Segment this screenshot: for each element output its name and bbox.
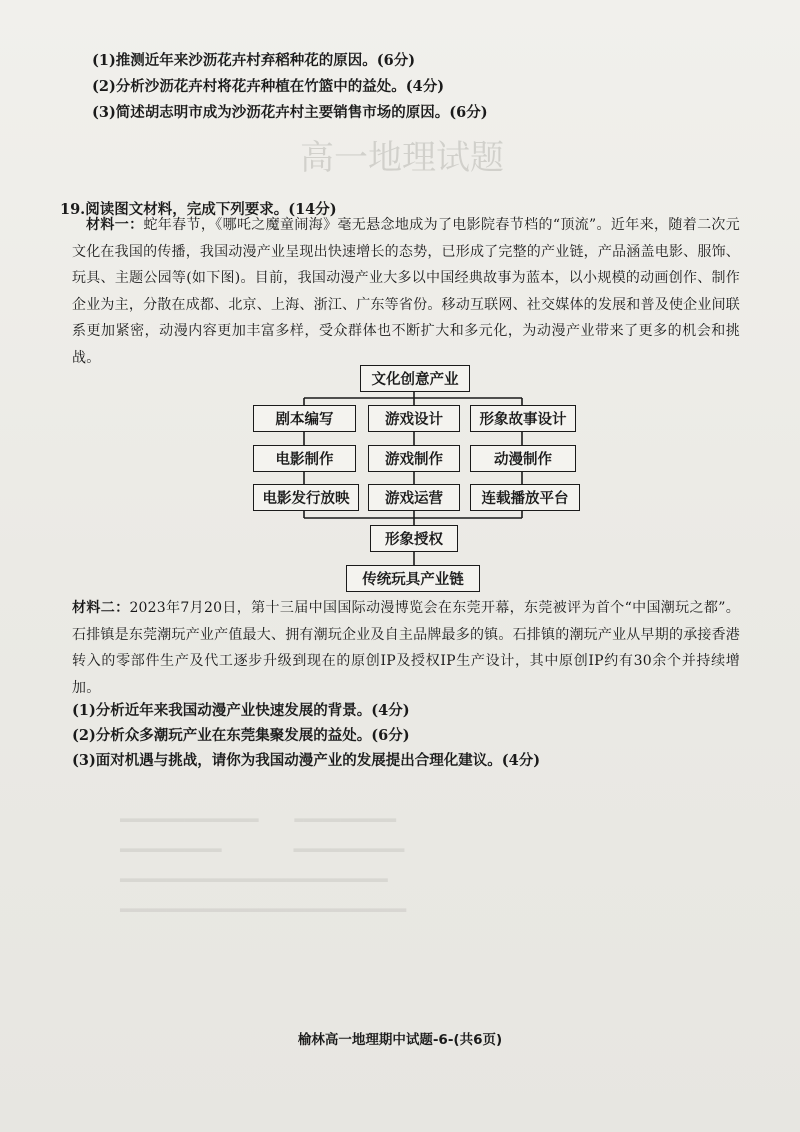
material-2-label: 材料二： (72, 600, 130, 616)
box-serial-platform: 连载播放平台 (470, 484, 580, 511)
material-2-text: 2023年7月20日，第十三届中国国际动漫博览会在东莞开幕，东莞被评为首个“中国潮玩之都”。石排镇是东莞潮玩产业产值最大、拥有潮玩企业及自主品牌最多的镇。石排镇的潮玩产业从早期的承接香港转入的零部件生产及代工逐步升级到现在的原创IP及授权IP生产设计，其中原创IP约有30余个并持续增加。 (72, 600, 740, 696)
box-image-licensing: 形象授权 (370, 525, 458, 552)
material-2 (72, 595, 740, 701)
page-footer: 榆林高一地理期中试题-6-(共6页) (297, 1032, 503, 1048)
q18-sub1: (1)推测近年来沙沥花卉村弃稻种花的原因。(6分) (92, 52, 416, 69)
material-1-text: 蛇年春节，《哪吒之魔童闹海》毫无悬念地成为了电影院春节档的“顶流”。近年来，随着二次元文化在我国的传播，我国动漫产业呈现出快速增长的态势，已形成了完整的产业链，产品涵盖电影、服饰、玩具、主题公园等(如下图)。目前，我国动漫产业大多以中国经典故事为蓝本，以小规模的动画创作、制作企业为主，分散在成都、北京、上海、浙江、广东等省份。移动互联网、社交媒体的发展和普及使企业间联系更加紧密，动漫内容更加丰富多样，受众群体也不断扩大和多元化，为动漫产业带来了更多的机会和挑战。 (72, 217, 740, 366)
bleed-through-title: 高一地理试题 (300, 138, 504, 178)
box-game-production: 游戏制作 (368, 445, 460, 472)
q19-sub1: (1)分析近年来我国动漫产业快速发展的背景。(4分) (72, 702, 410, 719)
box-animation-production: 动漫制作 (470, 445, 576, 472)
box-game-operation: 游戏运营 (368, 484, 460, 511)
box-character-story-design: 形象故事设计 (470, 405, 576, 432)
box-game-design: 游戏设计 (368, 405, 460, 432)
q18-sub3: (3)简述胡志明市成为沙沥花卉村主要销售市场的原因。(6分) (92, 104, 488, 121)
box-film-distribution: 电影发行放映 (253, 484, 359, 511)
q18-sub2: (2)分析沙沥花卉村将花卉种植在竹篮中的益处。(4分) (92, 78, 445, 95)
q19-sub2: (2)分析众多潮玩产业在东莞集聚发展的益处。(6分) (72, 727, 410, 744)
material-1-label: 材料一： (86, 217, 144, 233)
q19-title: 19.阅读图文材料，完成下列要求。(14分) (60, 201, 337, 218)
q19-sub3: (3)面对机遇与挑战，请你为我国动漫产业的发展提出合理化建议。(4分) (72, 752, 541, 769)
box-traditional-toy-chain: 传统玩具产业链 (346, 565, 480, 592)
bleed-through-lines: ▂▂▂▂▂▂▂▂▂▂▂▂▂▂▂ ▂▂▂▂▂▂▂▂▂▂▂ ▂▂▂▂▂▂▂▂▂▂▂ ▂▂▂▂▂▂▂▂▂▂▂▂ ▂▂▂▂▂▂▂▂▂▂▂▂▂▂▂▂▂▂▂▂▂▂▂▂▂▂▂▂▂ ▂▂▂▂▂▂▂▂▂▂▂▂▂▂▂▂▂▂▂▂▂▂▂▂▂▂▂▂▂▂▂ (120, 808, 407, 912)
box-film-production: 电影制作 (253, 445, 356, 472)
box-cultural-creative-industry: 文化创意产业 (360, 365, 470, 392)
box-script-writing: 剧本编写 (253, 405, 356, 432)
